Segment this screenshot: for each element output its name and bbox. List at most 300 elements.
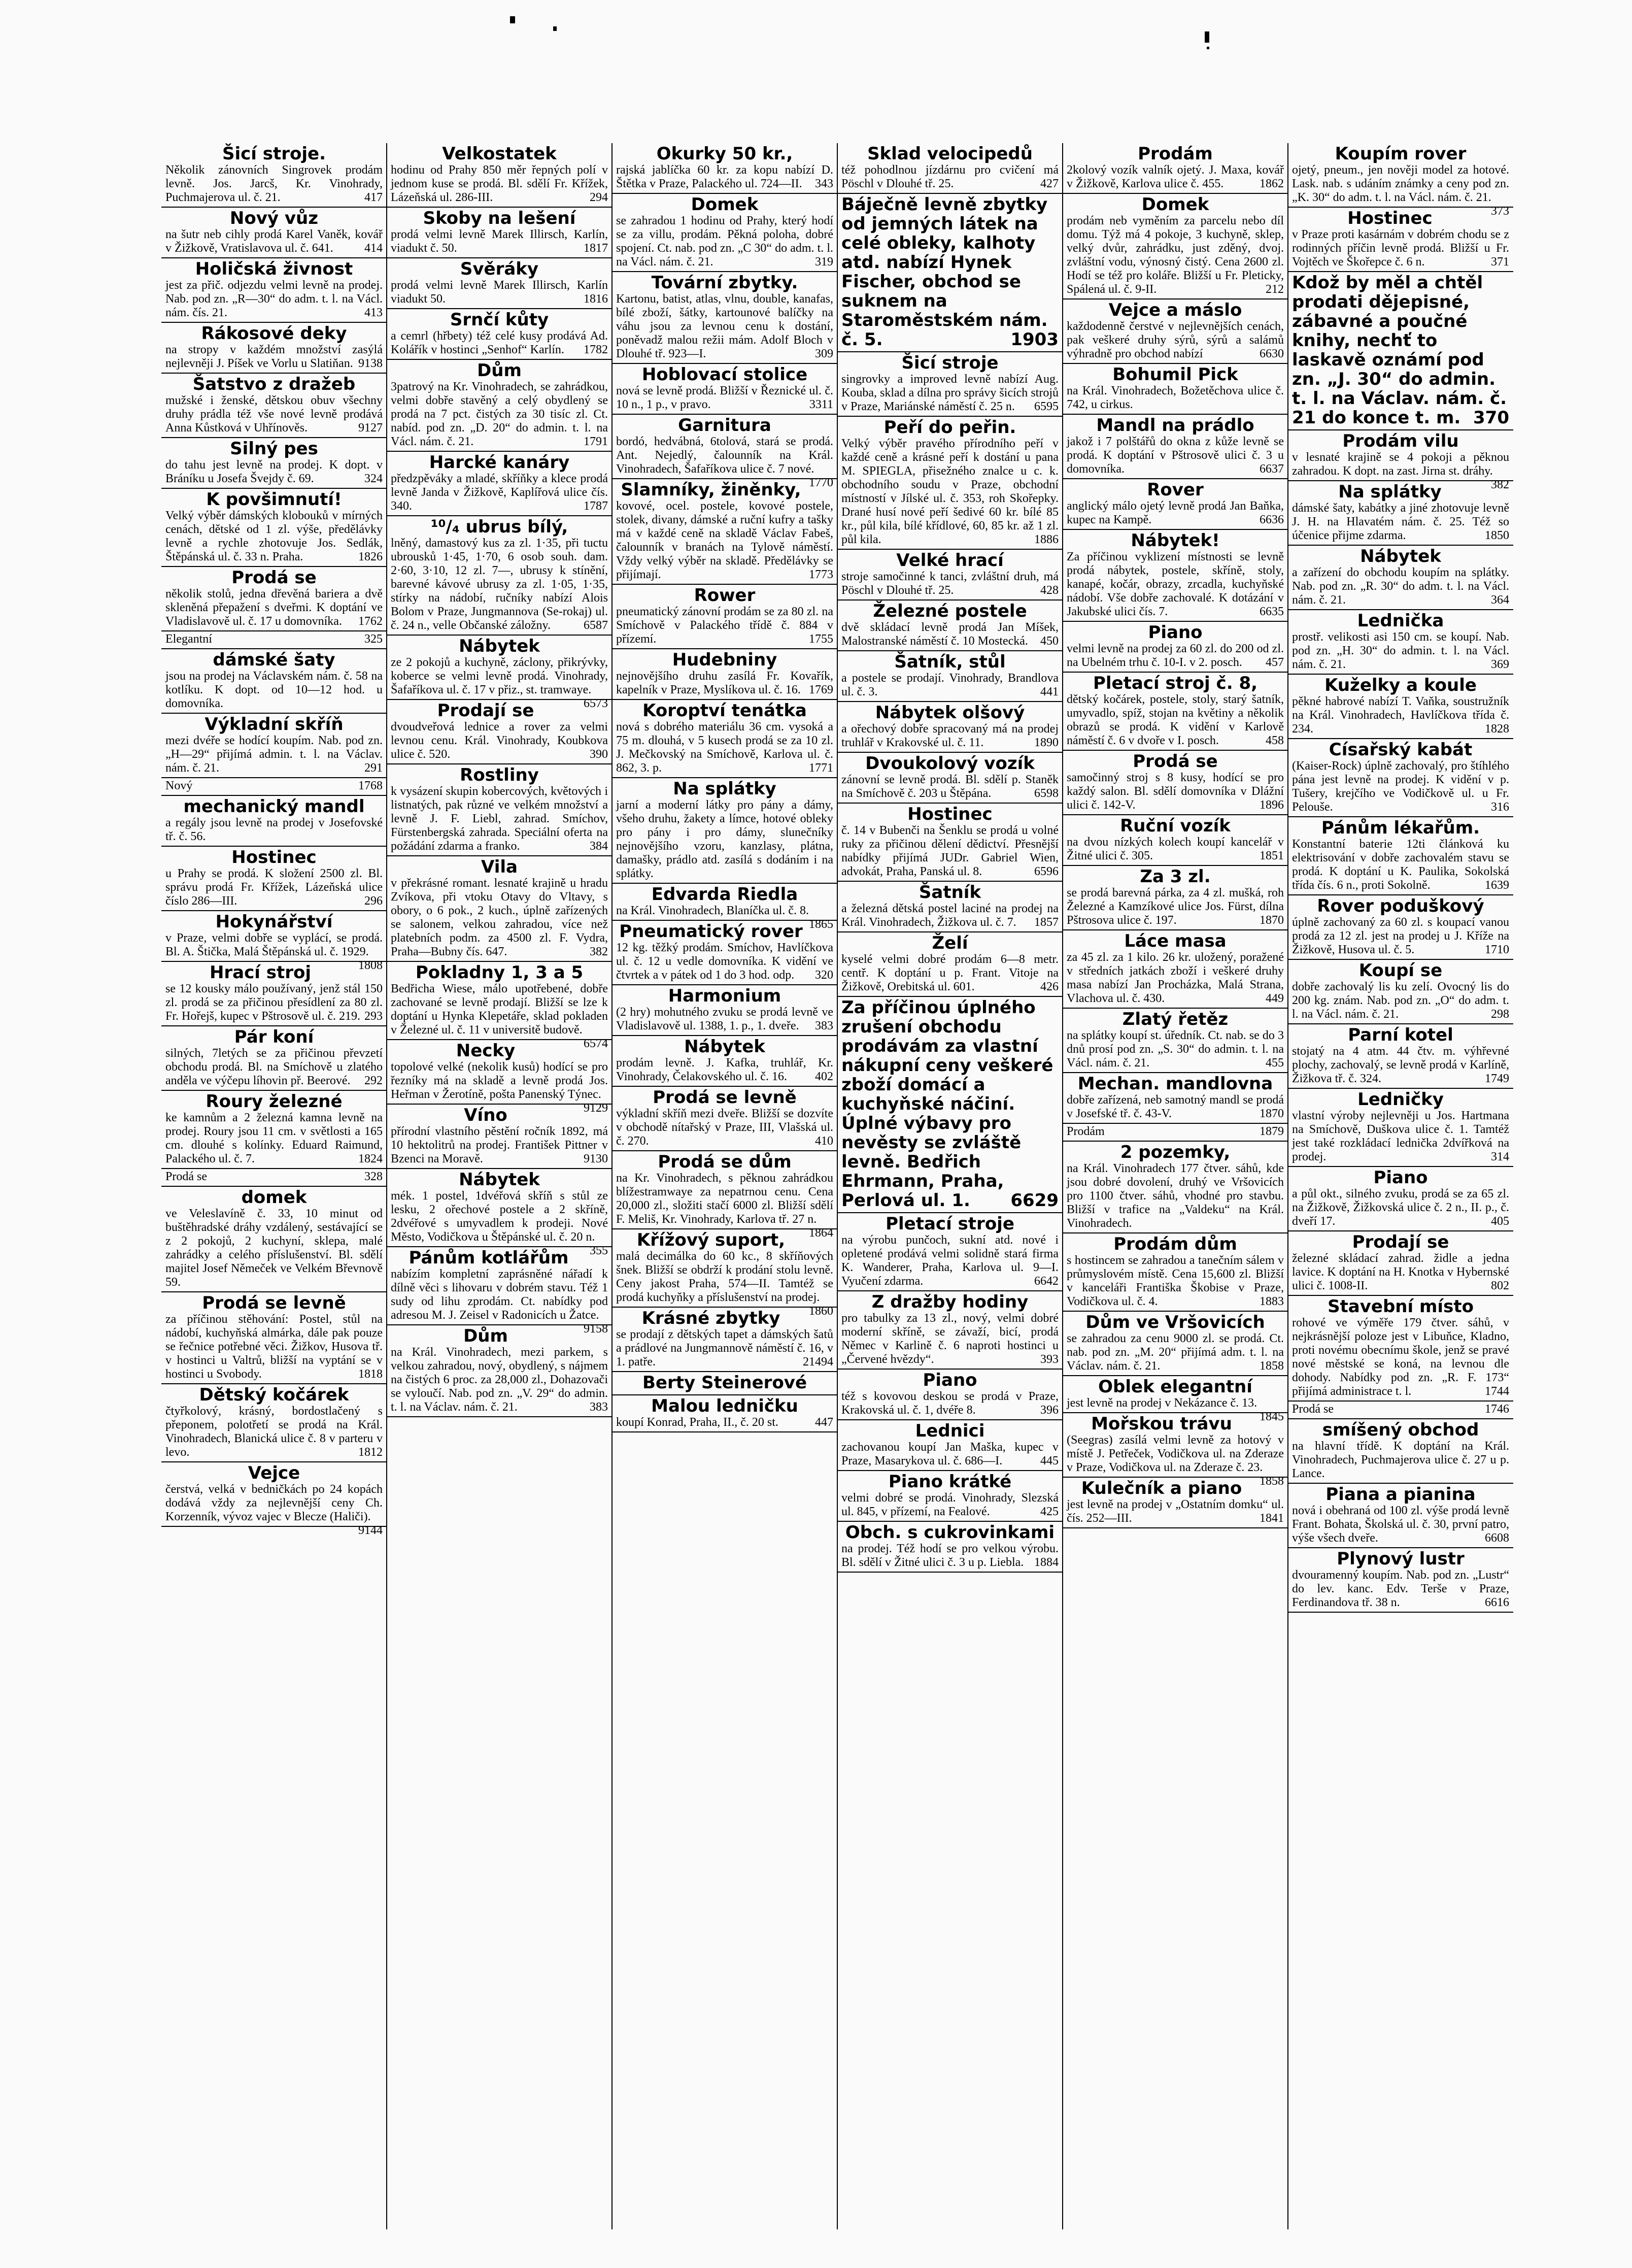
classified-ad [1288, 960, 1513, 1024]
classified-ad [387, 1105, 612, 1169]
ad-number: 1841 [1260, 1512, 1284, 1525]
ad-heading: Pár koní [234, 1027, 314, 1047]
ad-text: (Seegras) zasílá velmi levně za hotový v místě J. Petřeček, Vodičkova ul. na Zderaze v Praze, Vodičkova ul. na Zderaze č. 23. [1067, 1433, 1284, 1474]
ad-number: 294 [590, 191, 608, 204]
ad-heading: Ledničky [1357, 1089, 1444, 1110]
column-rule [386, 143, 387, 2229]
ad-body [616, 720, 833, 775]
classified-ad [837, 997, 1063, 1213]
ad-text: se zahradou za cenu 9000 zl. se prodá. Ct. nab. pod zn. „M. 20“ přijímá adm. t. l. na Václav. nám. č. 21. [1067, 1332, 1284, 1373]
ad-heading: Nábytek [684, 1037, 765, 1057]
ad-number: 382 [590, 945, 608, 958]
ad-heading: Domek [1141, 194, 1209, 215]
ad-number: 9127 [358, 421, 383, 435]
ad-body [391, 785, 608, 853]
ad-body [1067, 693, 1284, 748]
ad-text: na hlavní třídě. K doptání na Král. Vinohradech, Puchmajerova ulice č. 27 u p. Lance. [1292, 1440, 1509, 1480]
classified-ad [837, 1291, 1063, 1370]
ad-heading: Koupí se [1358, 960, 1443, 981]
ad-text: na výrobu punčoch, sukní atd. nové i opletené prodává velmi solidně stará firma K. Wanderer, Praha, Karlova ul. 9—I. Vyučení zdarma. [841, 1233, 1059, 1288]
ad-text: Kartonu, batist, atlas, vlnu, double, kanafas, bílé zboží, šátky, kartounové balíčky na váhu jsou za levnou cenu k dostání, poněvadž malou režii mám. Adolf Bloch v Dlouhé tř. 923—I. [616, 292, 833, 360]
ad-heading: Okurky 50 kr., [656, 144, 793, 164]
ad-text: Prodá se [165, 1170, 207, 1183]
ad-number: 6574 [584, 1037, 608, 1050]
ad-heading: Prodají se [1352, 1232, 1449, 1252]
classified-ad [387, 1325, 612, 1417]
ad-text: jest levně na prodej v Nekázance č. 13. [1067, 1396, 1257, 1410]
classified-ad [612, 364, 837, 415]
ad-heading: dámské šaty [213, 650, 335, 670]
ad-heading: Pletací stroj č. 8, [1093, 673, 1258, 693]
ad-text: dvouramenný koupím. Nab. pod zn. „Lustr“ do lev. kanc. Edv. Terše v Praze, Ferdinandova tř. 38 n. [1292, 1569, 1509, 1609]
classified-ad [161, 1384, 387, 1462]
ad-column [612, 143, 837, 2229]
ad-text: za příčinou stěhování: Postel, stůl na nádobí, kuchyňská almárka, dále pak pouze se řečnice potřebné věci. Žižkov, Husova tř. v hostinci u Valtrů, bližší na vyptání se v hostinci u Svobody. [165, 1313, 383, 1381]
ad-text: nejnovějšího druhu zasílá Fr. Kovařík, kapelník v Praze, Myslíkova ul. č. 16. [616, 670, 833, 696]
classified-ad [387, 962, 612, 1050]
ad-text: dvě skládací levně prodá Jan Míšek, Malostranské náměstí č. 10 Mostecká. [841, 621, 1059, 648]
classified-ad [612, 921, 837, 985]
ad-text: a cemrl (hřbety) též celé kusy prodává Ad. Kolářík v hostinci „Senhof“ Karlín. [391, 329, 608, 356]
ad-heading: mechanický mandl [183, 796, 365, 817]
classified-ad [1063, 673, 1288, 751]
ad-text: na dvou nízkých kolech koupí kancelář v Žitné ulici č. 305. [1067, 836, 1284, 862]
ad-heading: Šatník, stůl [894, 652, 1006, 672]
ad-text: prostř. velikosti asi 150 cm. se koupí. Nab. pod zn. „H. 30“ do admin. t. l. na Václ. nám. č. 21. [1292, 630, 1509, 671]
print-speck [553, 26, 557, 31]
ad-body [391, 279, 608, 306]
ad-number: 370 [1473, 408, 1509, 428]
ad-heading: Mechan. mandlovna [1077, 1074, 1273, 1094]
classified-ad [161, 1091, 387, 1169]
ad-body [1067, 886, 1284, 927]
classified-ad [1288, 610, 1513, 675]
ad-text: mék. 1 postel, 1dvéřová skříň s stůl ze lesku, 2 ořechové postele a 2 skříně, 2dvéřové s umyvadlem k prodeji. Nové Město, Vodičkova u Štěpánské ul. č. 20 n. [391, 1189, 608, 1244]
ad-heading: Holičská živnost [195, 259, 353, 279]
ad-heading: Prodá se levně [653, 1087, 797, 1108]
ad-body [616, 670, 833, 697]
ad-number: 1884 [1034, 1556, 1059, 1569]
ad-number: 1812 [358, 1446, 383, 1459]
ad-heading: Výkladní skříň [205, 714, 344, 735]
ad-number: 369 [1491, 658, 1509, 671]
ad-number: 1883 [1260, 1295, 1284, 1308]
ad-body [616, 163, 833, 191]
ad-text: jsou na prodej na Václavském nám. č. 58 na kotlíku. K dopt. od 10—12 hod. u domovníka. [165, 670, 383, 710]
ad-text: bordó, hedvábná, 6tolová, stará se prodá. Ant. Nejedlý, čalounník na Král. Vinohradech, Šafaříkova ulice č. 7 nové. [616, 435, 833, 476]
ad-body [165, 1170, 383, 1184]
ad-body [165, 816, 383, 844]
ad-number: 1890 [1034, 736, 1059, 749]
classified-ad [837, 753, 1063, 804]
ad-heading: Železné postele [873, 601, 1027, 621]
ad-heading: Svěráky [460, 259, 539, 279]
ad-text: a půl okt., silného zvuku, prodá se za 65 zl. na Žižkově, Žižkovská ulice č. 2 n., II. p., č. dveří 17. [1292, 1187, 1509, 1228]
classified-ad [837, 1213, 1063, 1291]
classified-ad [1288, 272, 1513, 430]
ad-text: na Král. Vinohradech, Božetěchova ulice č. 742, u cirkus. [1067, 384, 1284, 411]
ad-body [165, 1047, 383, 1088]
ad-text: Nový [165, 779, 193, 792]
classified-ad [612, 884, 837, 931]
ad-body [1292, 1252, 1509, 1293]
classified-ad [1288, 208, 1513, 272]
ad-body [391, 380, 608, 449]
classified-ad [837, 932, 1063, 997]
ad-text: prodá velmi levně Marek Illirsch, Karlín viadukt 50. [391, 279, 608, 306]
classified-ad [612, 415, 837, 489]
ad-text: singrovky a improved levně nabízí Aug. Kouba, sklad a dílna pro správy šicích strojů v Praze, Mariánské náměstí č. 25 n. [841, 373, 1059, 413]
ad-body [1292, 566, 1509, 607]
ad-number: 1770 [809, 476, 833, 489]
ad-text: kovové, ocel. postele, kovové postele, stolek, divany, dámské a ruční kufry a tašky má v každé ceně na skladě Václav Fabeš, čalounník v branách na Tylově náměstí. Vždy velký výběr na skladě. Předělávky se přijímají. [616, 499, 833, 581]
ad-text: dětský kočárek, postele, stoly, starý šatník, umyvadlo, spíž, stojan na květiny a několik obrazů se prodá. K vidění v Karlově náměstí č. 6 v dvoře v I. posch. [1067, 693, 1284, 747]
ad-text: každodenně čerstvé v nejlevnějších cenách, pak veškeré druhy sýrů, sýrů a salámů výhradně pro obchod nabízí [1067, 320, 1284, 360]
ad-text: pro tabulky za 13 zl., nový, velmi dobré moderní skříně, se závaží, bicí, prodá Němec v Karlině č. 6 naproti hostinci u „Červené hvězdy“. [841, 1312, 1059, 1366]
ad-number: 414 [364, 242, 383, 255]
ad-body [391, 656, 608, 710]
classified-ad [387, 516, 612, 636]
ad-heading: Rákosové deky [201, 323, 347, 344]
classified-ad [837, 702, 1063, 753]
ad-number: 6608 [1485, 1531, 1509, 1545]
ad-text: 2kolový vozík valník ojetý. J. Maxa, kovář v Žižkově, Karlova ulice č. 455. [1067, 163, 1284, 190]
ad-text: Velký výběr pravého přírodního peří v každé ceně a krásné peří k dostání u pana M. SPIEGLA, přisežného znalce u c. k. obchodního soudu v Praze, obchodní místností v Jílské ul. č. 353, roh Skořepky. Drané husí nové peří šedivé 60 kr. bílé 85 kr., půl kila, bílé křídlové, 60, 85 kr. až 1 zl. půl kila. [841, 437, 1059, 546]
classified-ad [612, 1036, 837, 1087]
classified-ad [1288, 895, 1513, 960]
ad-number: 1858 [1260, 1475, 1284, 1488]
ad-body [1067, 1254, 1284, 1309]
ad-body [1067, 1125, 1284, 1139]
ad-heading: Sklad velocipedů [867, 144, 1033, 164]
ad-heading: Hostinec [907, 804, 993, 824]
classified-ad [387, 143, 612, 208]
ad-number: 9138 [358, 357, 383, 370]
ad-text: na Král. Vinohradech 177 čtver. sáhů, kde jsou dobré dovolení, druhý ve Vršovicích pro 1100 čtver. sáhů, vhodné pro stavbu. Bližší v trafice na „Valdeku“ na Král. Vinohradech. [1067, 1162, 1284, 1230]
ad-heading: Roury železné [206, 1091, 343, 1112]
ad-body [841, 1233, 1059, 1288]
ad-text: se prodá barevná párka, za 4 zl. mušká, roh Železné a Kamzíkové ulice Jos. Fürst, dílna Pštrosova ulice č. 197. [1067, 886, 1284, 927]
ad-text: se 12 kousky málo používaný, jenž stál 150 zl. prodá se za přičinou přesídlení za 80 zl. Fr. Hořejš, kupec v Pštrosově ul. č. 219. [165, 982, 383, 1023]
classified-ad [1063, 530, 1288, 622]
classified-ad [837, 1420, 1063, 1471]
ad-heading: Hudebniny [672, 650, 777, 670]
classified-ad [612, 985, 837, 1036]
ad-text: a regály jsou levně na prodej v Josefovské tř. č. 56. [165, 816, 383, 843]
ad-body [165, 867, 383, 908]
classified-ad [161, 778, 387, 796]
ad-heading: Berty Steinerové [642, 1373, 807, 1393]
classified-ad [387, 360, 612, 452]
ad-number: 1818 [358, 1368, 383, 1381]
ad-body [165, 394, 383, 435]
ad-number: 6598 [1034, 787, 1059, 800]
ad-text: nová se levně prodá. Bližší v Řeznické ul. č. 10 n., 1 p., v pravo. [616, 384, 833, 411]
ad-text: k vysázení skupin kobercových, květových i listnatých, pak různé ve velkém množství a levně J. F. Liebl, zahrad. Smíchov, Fürstenbergská zahrada. Speciální oferta na požádání zdarma a franko. [391, 785, 608, 853]
ad-heading: Piano [1148, 622, 1203, 643]
classified-ad [1063, 1376, 1288, 1423]
classified-ad [837, 352, 1063, 417]
ad-heading: Velkostatek [442, 144, 557, 164]
ad-heading: Mořskou trávu [1091, 1414, 1232, 1434]
ad-number: 1857 [1034, 916, 1059, 929]
print-speck [1205, 31, 1209, 43]
classified-ad [612, 1308, 837, 1372]
ad-text: Konstantní baterie 12ti článková ku elektrisování v dobře zachovalém stavu se prodá. K doptání u K. Paulika, Sokolská třída čís. 6 n., proti Sokolně. [1292, 838, 1509, 892]
ad-text: malá decimálka do 60 kc., 8 skříňových šnek. Bližší se obdrží k prodání stolu levně. Ceny jakost Praha, 574—II. Tamtéž se prodá kuchyňky a příslušenství na prodej. [616, 1250, 833, 1304]
ad-heading: Plynový lustr [1337, 1549, 1465, 1569]
ad-number: 1851 [1260, 849, 1284, 862]
classified-ad [837, 804, 1063, 882]
classified-ad [387, 1169, 612, 1257]
ad-text: pneumatický zánovní prodám se za 80 zl. na Smíchově v Palackého třídě č. 884 v přízemí. [616, 605, 833, 646]
classified-ad [387, 258, 612, 309]
ad-text: dámské šaty, kabátky a jiné zhotovuje levně J. H. na Hlavatém nám. č. 25. Též so účenice přijme zdarma. [1292, 502, 1509, 542]
classified-ad [161, 438, 387, 489]
ad-number: 6635 [1260, 605, 1284, 618]
ad-body [165, 1207, 383, 1289]
ad-body [391, 163, 608, 205]
classified-ad [1288, 675, 1513, 739]
ad-body [1292, 273, 1509, 427]
ad-number: 802 [1491, 1279, 1509, 1292]
classified-ad [1063, 866, 1288, 930]
ad-body [841, 902, 1059, 929]
ad-number: 1808 [358, 959, 383, 972]
ad-body [391, 537, 608, 632]
ad-text: hodinu od Prahy 850 měr řepných polí v jednom kuse se prodá. Bl. sdělí Fr. Křížek, Lázeňská ul. 286-III. [391, 163, 608, 204]
ad-number: 21494 [803, 1355, 833, 1369]
ad-number: 447 [815, 1416, 833, 1429]
classified-ad [1288, 1089, 1513, 1167]
ad-text: výkladní skříň mezi dveře. Bližší se dozvíte v obchodě nítařský v Praze, III, Vlašská ul. č. 270. [616, 1107, 833, 1148]
ad-body [165, 1111, 383, 1166]
ad-text: ke kamnům a 2 železná kamna levně na prodej. Roury jsou 11 cm. v světlosti a 165 cm. dlouhé s kolínky. Eduard Raimund, Palackého ul. č. 7. [165, 1111, 383, 1165]
ad-heading: Harcké kanáry [429, 452, 570, 473]
ad-body [1292, 695, 1509, 736]
ad-text: jest za přič. odjezdu velmi levně na prodej. Nab. pod zn. „R—30“ do adm. t. l. na Václ. nám. čís. 21. [165, 279, 383, 319]
classified-ad [1288, 1548, 1513, 1613]
ad-body [165, 163, 383, 205]
classified-ad [387, 309, 612, 360]
classified-ad [161, 567, 387, 631]
ad-number: 390 [590, 748, 608, 761]
classified-ad [1063, 299, 1288, 364]
ad-body [841, 953, 1059, 994]
ad-heading: Malou ledničku [651, 1396, 798, 1416]
ad-heading: Víno [464, 1105, 507, 1125]
ad-body [391, 720, 608, 761]
ad-body [841, 824, 1059, 879]
ad-body [1292, 759, 1509, 814]
ad-body [1067, 550, 1284, 619]
ad-body [616, 1328, 833, 1369]
ad-number: 309 [815, 347, 833, 360]
classified-ad [161, 208, 387, 258]
ad-body [616, 904, 833, 931]
classified-ad [1288, 1419, 1513, 1484]
ad-body [841, 163, 1059, 191]
ad-number: 6587 [584, 619, 608, 632]
ad-body [1067, 642, 1284, 670]
ad-text: prodám neb vyměním za parcelu nebo díl domu. Týž má 4 pokoje, 3 kuchyně, sklep, velký dvůr, zahrádku, just zděný, dvoj. zvláštní vodu, výnosný čistý. Cena 2600 zl. Hodí se též pro koláře. Bližší u Fr. Pleticky, Spálená ul. č. 9-II. [1067, 214, 1284, 296]
ad-number: 9144 [358, 1524, 383, 1537]
ad-heading: Za 3 zl. [1140, 866, 1211, 887]
ad-number: 1773 [809, 568, 833, 581]
ad-body [1292, 630, 1509, 672]
ad-body [616, 214, 833, 269]
ad-number: 1858 [1260, 1359, 1284, 1373]
ad-number: 364 [1491, 593, 1509, 607]
ad-text: č. 14 v Bubenči na Šenklu se prodá u volné ruky za přičinou dělení dědictví. Přesnější nabídky přijímá JUDr. Gabriel Wien, advokát, Praha, Panská ul. 8. [841, 824, 1059, 878]
ad-number: 1710 [1485, 943, 1509, 956]
ad-number: 384 [590, 840, 608, 853]
ad-number: 6636 [1260, 513, 1284, 526]
ad-text: Prodám [1067, 1125, 1105, 1138]
ad-number: 212 [1266, 283, 1284, 296]
ad-text: kyselé velmi dobré prodám 6—8 metr. centř. K doptání u p. Frant. Vitoje na Žižkově, Orebitská ul. 601. [841, 953, 1059, 993]
ad-text: Bedřicha Wiese, málo upotřebené, dobře zachované se levně prodají. Bližší se lze k doptání u Hynka Klepetáře, sklad pokladen v Železné ul. č. 11 v universitě budově. [391, 982, 608, 1037]
ad-number: 383 [590, 1400, 608, 1414]
ad-heading: Prodá se levně [202, 1293, 346, 1313]
ad-body [616, 1056, 833, 1084]
ad-number: 396 [1040, 1404, 1059, 1417]
classified-ad [161, 649, 387, 714]
ad-text: Elegantní [165, 632, 212, 646]
ad-number: 1744 [1485, 1385, 1509, 1398]
ad-text: na stropy v každém množství zasýlá nejlevněji J. Píšek ve Vorlu u Slatiňan. [165, 343, 383, 370]
ad-heading: Dětský kočárek [199, 1385, 349, 1405]
classified-ad [1063, 479, 1288, 530]
classified-ad [1063, 143, 1288, 194]
ad-number: 291 [364, 761, 383, 775]
ad-body [616, 1416, 833, 1429]
ad-number: 3311 [809, 398, 833, 411]
ad-number: 445 [1040, 1454, 1059, 1467]
classified-ad [161, 374, 387, 438]
ad-number: 1749 [1485, 1072, 1509, 1085]
ad-number: 1850 [1485, 529, 1509, 542]
ad-body [841, 437, 1059, 547]
ad-text: dobře zachovalý lis ku zelí. Ovocný lis do 200 kg. znám. Nab. pod zn. „O“ do adm. t. l. na Václ. nám. č. 21. [1292, 980, 1509, 1021]
ad-body [1292, 451, 1509, 491]
ad-heading: Tovární zbytky. [651, 273, 798, 293]
ad-heading: Prodá se dům [658, 1152, 792, 1172]
classified-ad [837, 550, 1063, 601]
ad-heading: Šatstvo z dražeb [192, 374, 356, 394]
ad-heading: Dům [463, 1326, 508, 1346]
ad-heading: Hostinec [231, 847, 317, 868]
ad-heading: Piana a pianina [1325, 1484, 1476, 1505]
ad-body [1292, 838, 1509, 892]
ad-heading: Hoblovací stolice [641, 364, 808, 385]
ad-body [1067, 320, 1284, 361]
ad-body [165, 931, 383, 972]
ad-text: Několik zánovních Singrovek prodám levně. Jos. Jarcš, Kr. Vinohrady, Puchmajerova ul. č. 21. [165, 163, 383, 204]
ad-number: 393 [1040, 1353, 1059, 1366]
ad-text: Za příčinou vyklizení místnosti se levně prodá nábytek, postele, skříně, stoly, kanapé, kočár, obrazy, zrcadla, kuchyňské nádobí. Vše dobře zachovalé. K dotázání v Jakubské ulici čís. 7. [1067, 550, 1284, 618]
ad-text: koupí Konrad, Praha, II., č. 20 st. [616, 1416, 778, 1429]
ad-heading: Prodá se [231, 568, 317, 588]
ad-text: úplně zachovaný za 60 zl. s koupací vanou prodá za 12 zl. jest na prodej u J. Kříže na Žižkově, Husova ul. č. 5. [1292, 916, 1509, 956]
ad-heading: Vila [481, 857, 518, 877]
ad-body [616, 435, 833, 489]
classified-ad [1063, 1073, 1288, 1124]
ad-number: 314 [1491, 1150, 1509, 1163]
classified-ad [612, 585, 837, 649]
classified-ad [612, 1087, 837, 1151]
ad-text: v lesnaté krajině se 4 pokoji a pěknou zahradou. K dopt. na zast. Jirna st. dráhy. [1292, 451, 1509, 478]
ad-number: 6630 [1260, 347, 1284, 360]
ad-number: 343 [815, 177, 833, 190]
classified-ad [837, 1522, 1063, 1573]
ad-body [391, 877, 608, 959]
ad-number: 316 [1491, 801, 1509, 814]
ad-number: 449 [1266, 992, 1284, 1005]
ad-heading: Domek [691, 194, 759, 215]
classified-ad [612, 1395, 837, 1432]
ad-number: 1816 [584, 292, 608, 306]
classified-ad [161, 1187, 387, 1292]
ad-heading: Láce masa [1124, 931, 1227, 951]
ad-text: rajská jablíčka 60 kr. za kopu nabízí D. Štětka v Praze, Palackého ul. 724—II. [616, 163, 833, 190]
ad-body [1067, 1396, 1284, 1423]
ad-heading: 2 pozemky, [1120, 1142, 1231, 1162]
ad-column [161, 143, 387, 2229]
ad-body [1292, 916, 1509, 957]
ad-heading: Peří do peřin. [883, 417, 1016, 438]
ad-number: 1870 [1260, 914, 1284, 927]
ad-heading: Nábytek! [1131, 530, 1220, 551]
ad-number: 383 [815, 1019, 833, 1032]
classified-ad [1063, 1009, 1288, 1073]
ad-text: a železná dětská postel laciné na prodej na Král. Vinohradech, Žižkova ul. č. 7. [841, 902, 1059, 929]
ad-text: pěkné habrové nabízí T. Vaňka, soustružník na Král. Vinohradech, Havlíčkova třída č. 234. [1292, 695, 1509, 736]
ad-heading: Obch. s cukrovinkami [845, 1522, 1055, 1543]
ad-body [391, 329, 608, 357]
ad-body [1067, 1498, 1284, 1525]
print-speck [510, 16, 515, 23]
ad-number: 427 [1040, 177, 1059, 190]
classified-ad [837, 1370, 1063, 1420]
classified-ad [161, 847, 387, 911]
ad-body [391, 1189, 608, 1257]
ad-text: anglický málo ojetý levně prodá Jan Baňka, kupec na Kampě. [1067, 499, 1284, 526]
ad-heading: Hokynářství [215, 912, 333, 932]
ad-number: 6616 [1485, 1596, 1509, 1609]
ad-heading: Necky [456, 1041, 516, 1061]
ad-body [391, 1125, 608, 1166]
ad-number: 402 [815, 1070, 833, 1083]
classified-ad [1063, 1312, 1288, 1376]
ad-text: na Král. Vinohradech, Blaníčka ul. č. 8. [616, 904, 809, 917]
ad-heading: Vejce a máslo [1108, 300, 1242, 320]
ad-heading: Hostinec [1347, 208, 1433, 228]
classified-ad [1288, 1024, 1513, 1089]
ad-text: a zařízení do obchodu koupím na splátky. Nab. pod zn. „R. 30“ do adm. t. l. na Václ. nám. č. 21. [1292, 566, 1509, 607]
classified-ad [837, 417, 1063, 550]
ad-number: 1879 [1260, 1125, 1284, 1138]
ad-heading: Harmonium [668, 986, 781, 1006]
classified-ad [612, 1372, 837, 1395]
classified-ad [1288, 1484, 1513, 1548]
column-rule [1062, 143, 1063, 2229]
ad-body [1067, 1162, 1284, 1230]
ad-text: jakož i 7 polštářů do okna z kůže levně se prodá. K doptání v Pštrosově ulici č. 3 u domovníka. [1067, 435, 1284, 476]
ad-body [1067, 499, 1284, 527]
ad-heading: Rostliny [460, 765, 539, 785]
ad-text: jest levně na prodej v „Ostatním domku“ ul. čís. 252—III. [1067, 1498, 1284, 1525]
